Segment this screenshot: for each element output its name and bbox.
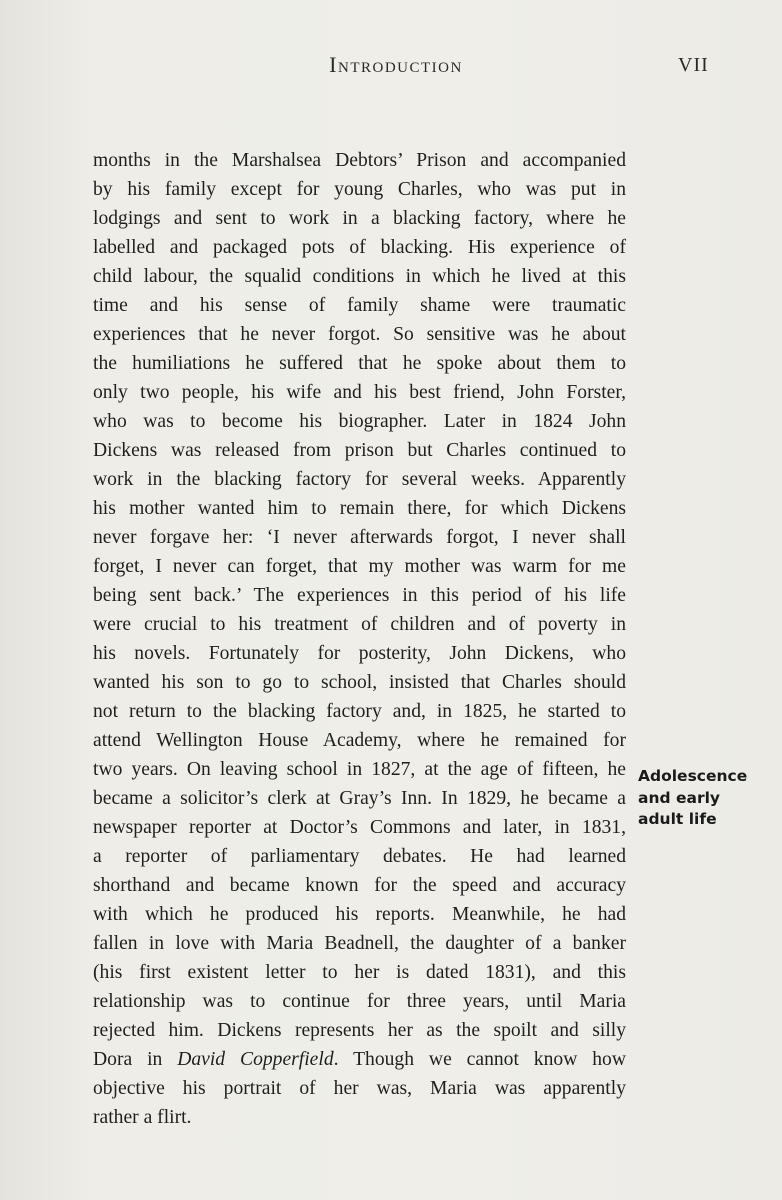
running-title: Introduction	[329, 52, 463, 77]
text-line: months in the Marshalsea Debtors’ Prison and accompanied	[93, 150, 626, 171]
text-line: wanted his son to go to school, insisted that Charles should	[93, 672, 626, 693]
text-line: his novels. Fortunately for posterity, John Dickens, who	[93, 643, 626, 664]
text-line: who was to become his biographer. Later in 1824 John	[93, 411, 626, 432]
text-line: shorthand and became known for the speed and accuracy	[93, 875, 626, 896]
text-line: (his first existent letter to her is dated 1831), and this	[93, 962, 626, 983]
text-line: newspaper reporter at Doctor’s Commons and later, in 1831,	[93, 817, 626, 838]
text-line: child labour, the squalid conditions in which he lived at this	[93, 266, 626, 287]
text-line: lodgings and sent to work in a blacking factory, where he	[93, 208, 626, 229]
text-line: time and his sense of family shame were traumatic	[93, 295, 626, 316]
text-line: experiences that he never forgot. So sensitive was he about	[93, 324, 626, 345]
text-line: labelled and packaged pots of blacking. His experience of	[93, 237, 626, 258]
text-line: fallen in love with Maria Beadnell, the daughter of a banker	[93, 933, 626, 954]
text-line	[93, 1045, 626, 1074]
text-line: rejected him. Dickens represents her as the spoilt and silly	[93, 1020, 626, 1041]
page-number: VII	[678, 54, 709, 76]
text-line: his mother wanted him to remain there, for which Dickens	[93, 498, 626, 519]
text-line: Dickens was released from prison but Charles continued to	[93, 440, 626, 461]
text-run: Dora in	[93, 1049, 178, 1070]
body-paragraph	[93, 146, 626, 1132]
text-line: by his family except for young Charles, who was put in	[93, 179, 626, 200]
text-line: forget, I never can forget, that my mother was warm for me	[93, 556, 626, 577]
text-line: with which he produced his reports. Meanwhile, he had	[93, 904, 626, 925]
text-line: work in the blacking factory for several weeks. Apparently	[93, 469, 626, 490]
text-line: relationship was to continue for three years, until Maria	[93, 991, 626, 1012]
text-line: objective his portrait of her was, Maria was apparently	[93, 1078, 626, 1099]
book-title-italic: David Copperfield	[177, 1049, 334, 1070]
margin-note-line: adult life	[638, 810, 717, 828]
margin-note	[638, 766, 778, 831]
margin-note-line: and early	[638, 788, 721, 807]
text-line: not return to the blacking factory and, in 1825, he started to	[93, 701, 626, 722]
text-line: the humiliations he suffered that he spoke about them to	[93, 353, 626, 374]
text-line: being sent back.’ The experiences in this period of his life	[93, 585, 626, 606]
text-line: never forgave her: ‘I never afterwards forgot, I never shall	[93, 527, 626, 548]
text-line: were crucial to his treatment of children and of poverty in	[93, 614, 626, 635]
text-line: only two people, his wife and his best friend, John Forster,	[93, 382, 626, 403]
text-line: attend Wellington House Academy, where he remained for	[93, 730, 626, 751]
text-line: became a solicitor’s clerk at Gray’s Inn. In 1829, he became a	[93, 788, 626, 809]
text-line: a reporter of parliamentary debates. He had learned	[93, 846, 626, 867]
text-run: . Though we cannot know how	[333, 1049, 626, 1070]
text-line: rather a flirt.	[93, 1107, 192, 1128]
margin-note-line: Adolescence	[638, 767, 748, 785]
text-line: two years. On leaving school in 1827, at the age of fifteen, he	[93, 759, 626, 780]
